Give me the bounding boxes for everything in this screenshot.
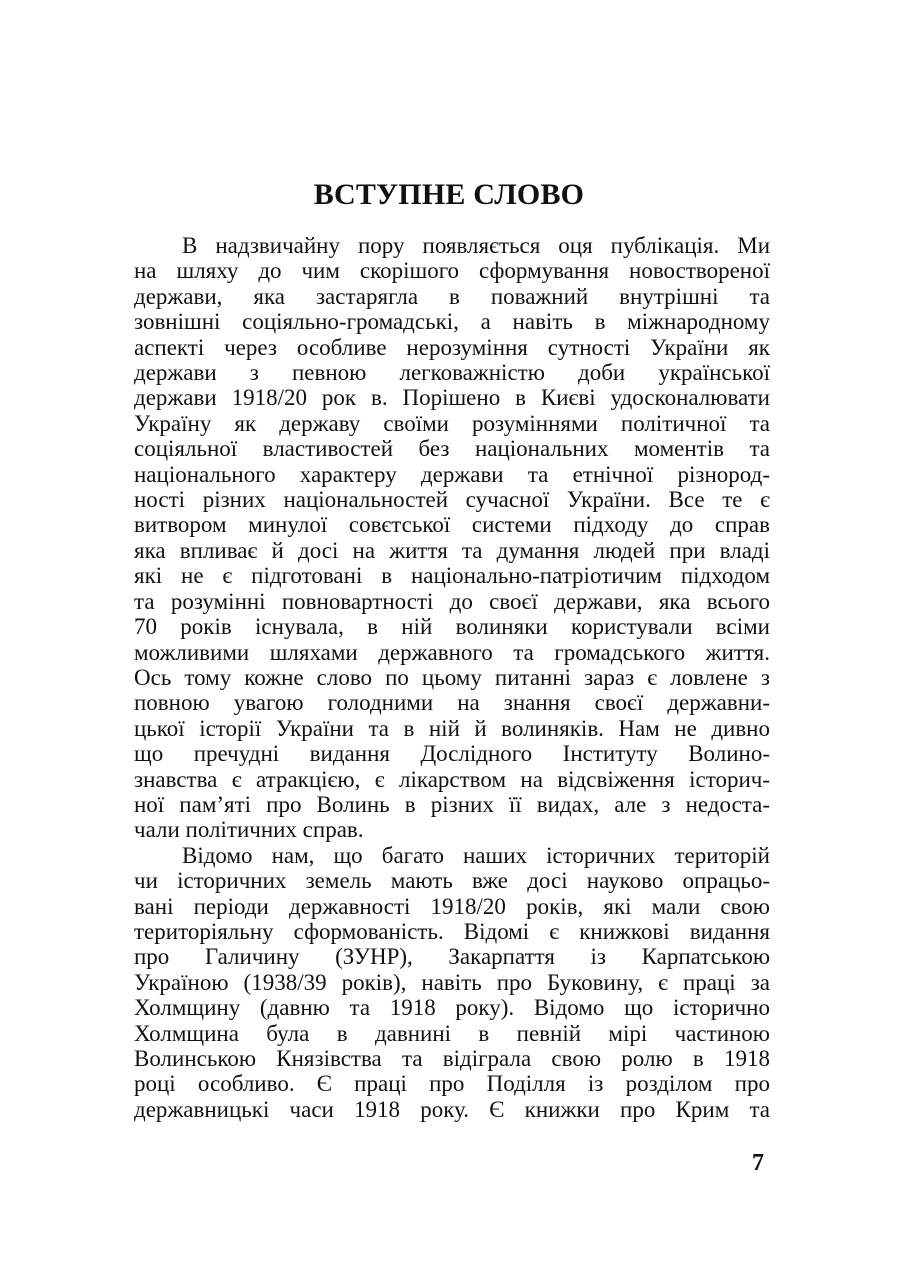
- document-body: [134, 233, 770, 1122]
- text-line: соціяльної властивостей без національних моментів та: [134, 436, 770, 462]
- text-line: Україну як державу своїми розуміннями політичної та: [134, 410, 770, 436]
- text-line: та розумінні повновартності до своєї держави, яка всього: [134, 588, 770, 614]
- text-line: можливими шляхами державного та громадського життя.: [134, 639, 770, 665]
- text-line: році особливо. Є праці про Поділля із розділом про: [134, 1071, 770, 1097]
- text-line: чи історичних земель мають вже досі науково опрацьо-: [134, 868, 770, 894]
- text-line: держави 1918/20 рок в. Порішено в Києві удосконалювати: [134, 385, 770, 411]
- text-line: про Галичину (ЗУНР), Закарпаття із Карпатською: [134, 944, 770, 970]
- text-line: Холмщина була в давнині в певній мірі частиною: [134, 1020, 770, 1046]
- text-line: які не є підготовані в національно-патріотичим підходом: [134, 563, 770, 589]
- text-line: територіяльну сформованість. Відомі є книжкові видання: [134, 918, 770, 944]
- text-line: державницькі часи 1918 року. Є книжки про Крим та: [134, 1096, 770, 1122]
- text-line: держави з певною легковажністю доби української: [134, 360, 770, 386]
- text-line: Україною (1938/39 років), навіть про Буковину, є праці за: [134, 969, 770, 995]
- paragraph-1: [134, 233, 770, 843]
- text-line: національного характеру держави та етнічної різнород-: [134, 461, 770, 487]
- text-line: яка впливає й досі на життя та думання людей при владі: [134, 537, 770, 563]
- page-number: 7: [752, 1150, 764, 1176]
- text-line: ності різних національностей сучасної України. Все те є: [134, 487, 770, 513]
- page-title: ВСТУПНЕ СЛОВО: [313, 178, 585, 211]
- text-line: зовнішні соціяльно-громадські, а навіть в міжнародному: [134, 309, 770, 335]
- text-line: В надзвичайну пору появляється оця публікація. Ми: [182, 233, 770, 258]
- text-line: ної пам’яті про Волинь в різних її видах, але з недоста-: [134, 791, 770, 817]
- text-line: Ось тому кожне слово по цьому питанні зараз є ловлене з: [134, 664, 770, 690]
- text-line: вані періоди державності 1918/20 років, які мали свою: [134, 893, 770, 919]
- text-line: чали політичних справ.: [134, 817, 364, 843]
- text-line: на шляху до чим скорішого сформування новоствореної: [134, 258, 770, 284]
- text-line: повною увагою голодними на знання своєї державни-: [134, 690, 770, 716]
- text-line: витвором минулої совєтської системи підходу до справ: [134, 512, 770, 538]
- text-line: аспекті через особливе нерозуміння сутності України як: [134, 334, 770, 360]
- text-line: Відомо нам, що багато наших історичних територій: [182, 842, 770, 868]
- text-line: що пречудні видання Дослідного Інституту Волино-: [134, 741, 770, 767]
- text-line: цької історії України та в ній й волиняків. Нам не дивно: [134, 715, 770, 741]
- text-line: держави, яка застарягла в поважний внутрішні та: [134, 283, 770, 309]
- text-line: 70 років існувала, в ній волиняки користували всіми: [134, 614, 770, 640]
- text-line: знавства є атракцією, є лікарством на відсвіження історич-: [134, 766, 770, 792]
- paragraph-2: [134, 843, 770, 1122]
- text-line: Холмщину (давню та 1918 року). Відомо що історично: [134, 995, 770, 1021]
- text-line: Волинською Князівства та відіграла свою ролю в 1918: [134, 1046, 770, 1071]
